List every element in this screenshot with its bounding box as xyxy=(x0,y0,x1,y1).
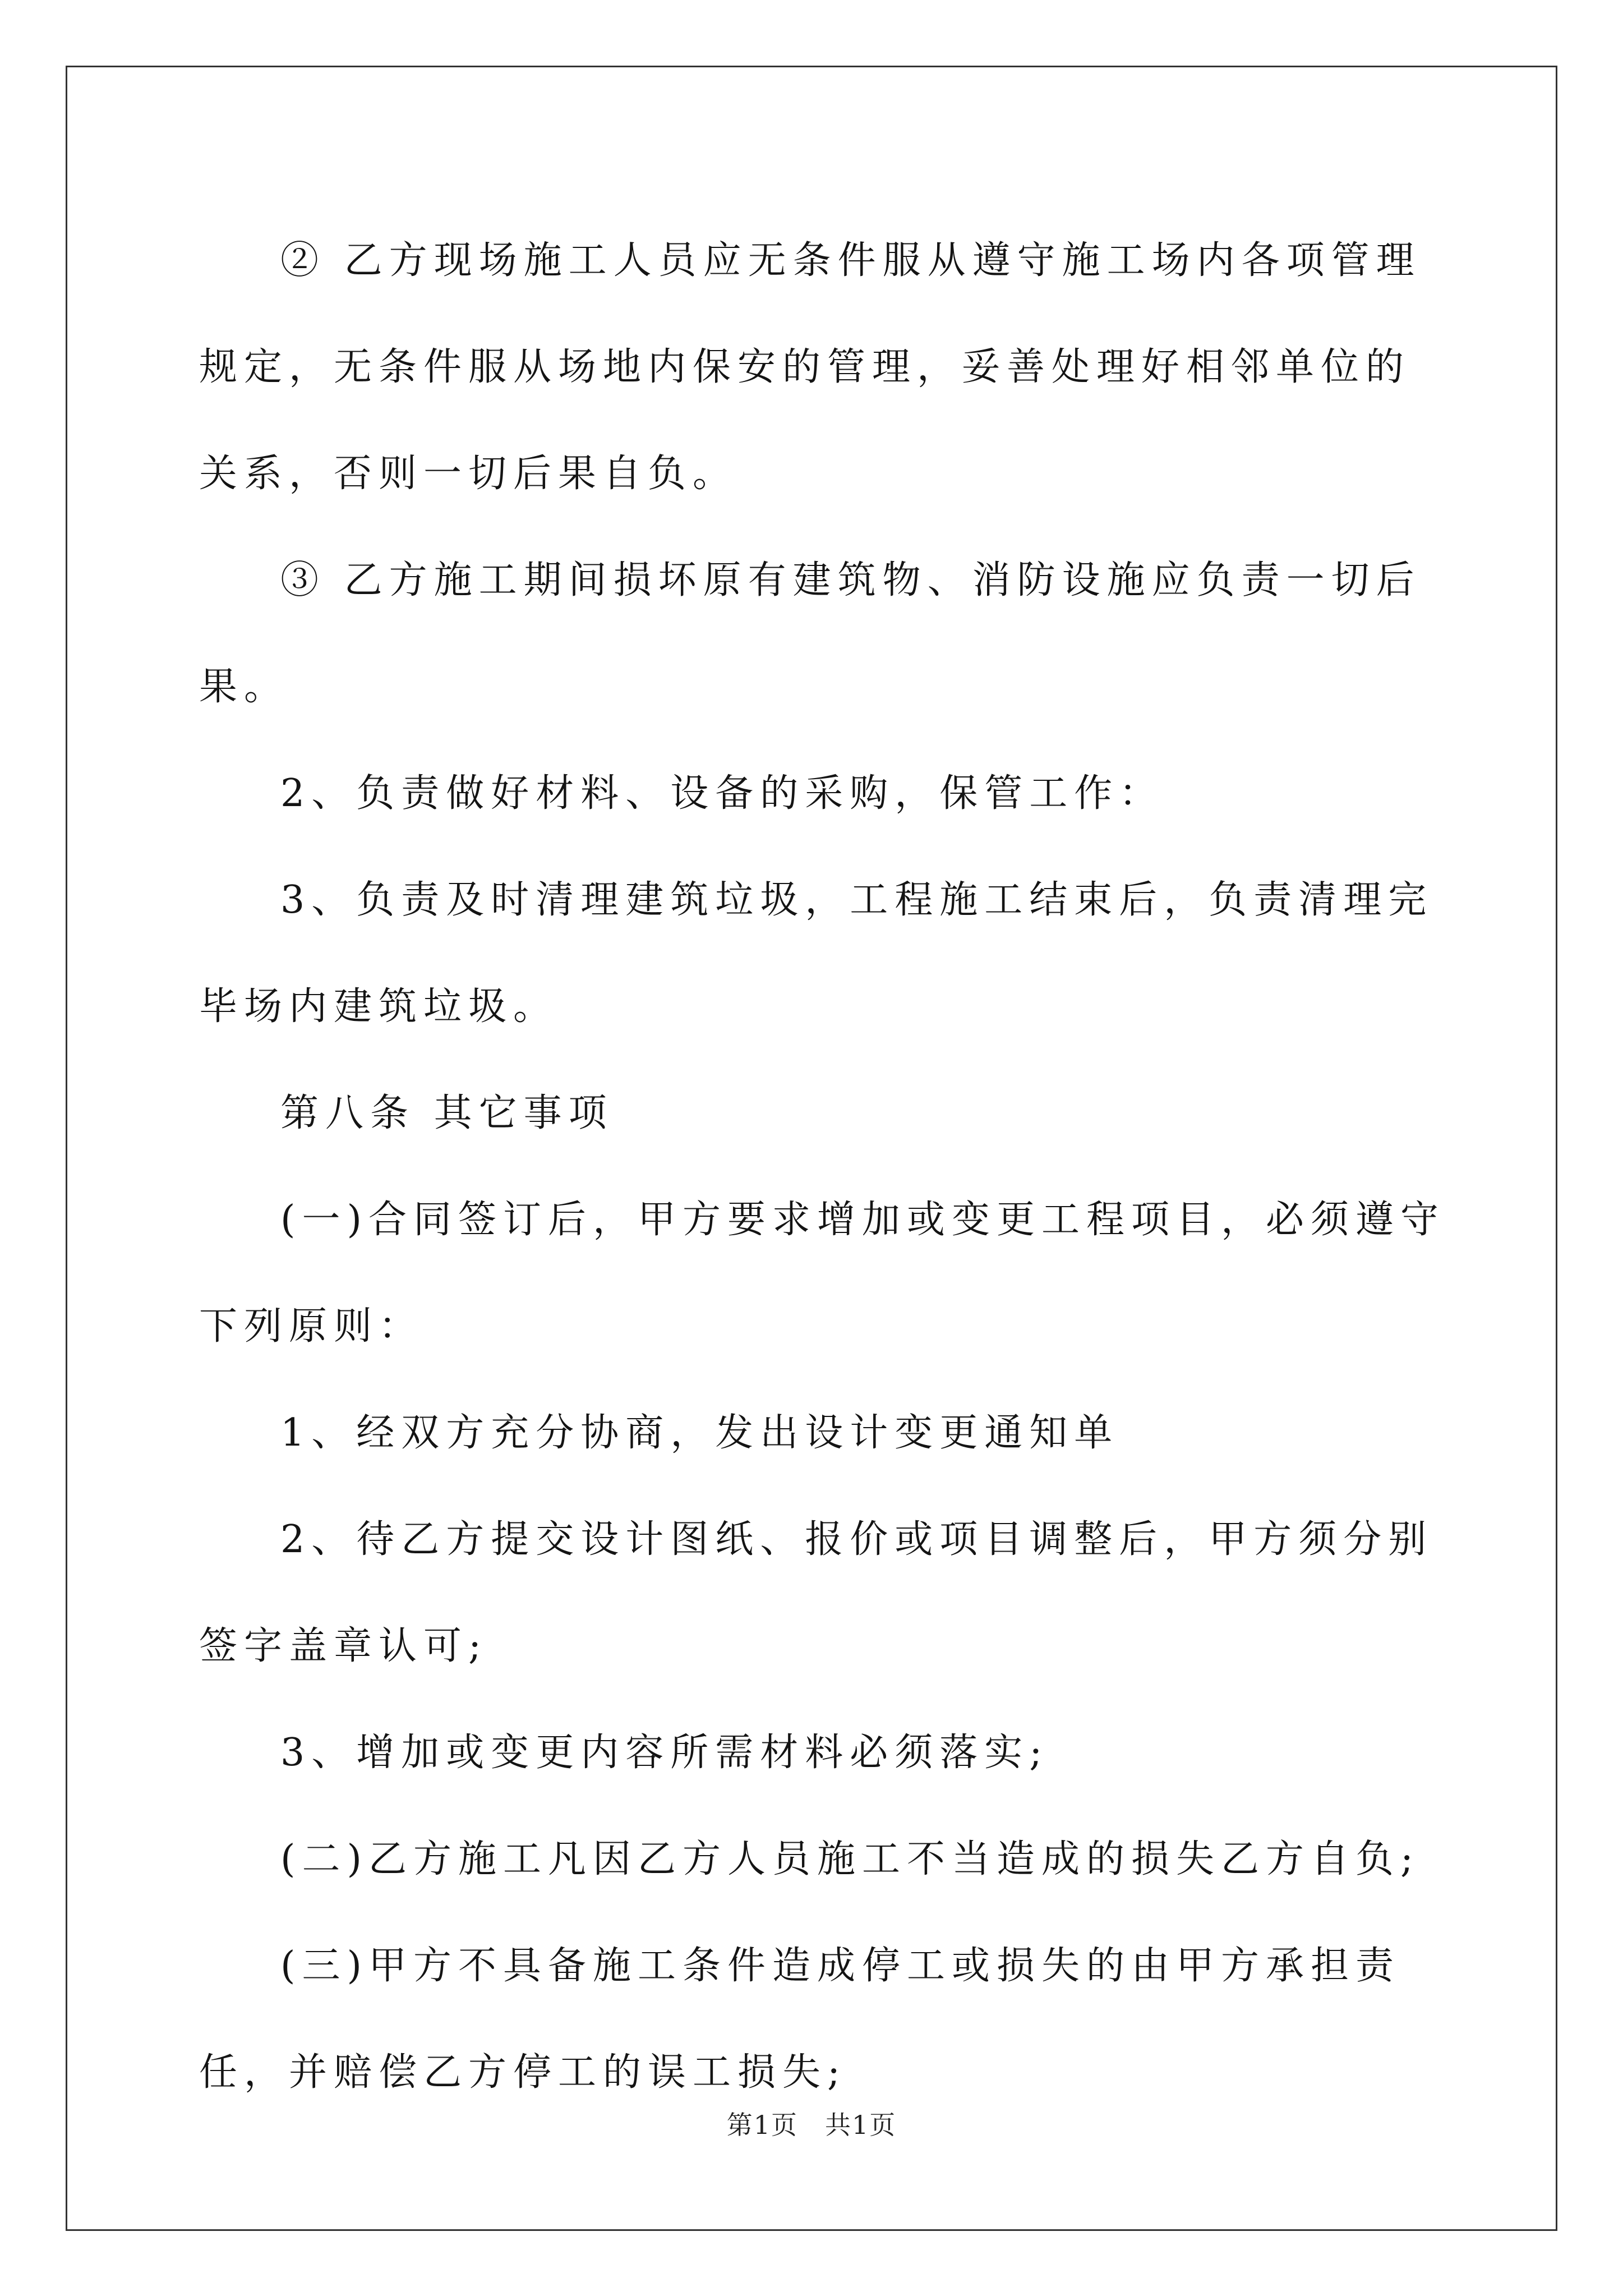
paragraph-item-2-procurement: 2、负责做好材料、设备的采购，保管工作： xyxy=(280,771,1164,816)
page-number-footer: 第1页 共1页 xyxy=(726,2110,897,2140)
paragraph-item-3-cleanup: 3、负责及时清理建筑垃圾，工程施工结束后，负责清理完毕场内建筑垃圾。 xyxy=(199,878,1433,1029)
paragraph-rule-3: 3、增加或变更内容所需材料必须落实; xyxy=(280,1731,1049,1775)
paragraph-clause-2: ② 乙方现场施工人员应无条件服从遵守施工场内各项管理规定，无条件服从场地内保安的管理，妥善处理好相邻单位的关系，否则一切后果自负。 xyxy=(199,238,1421,496)
paragraph-rule-1: 1、经双方充分协商，发出设计变更通知单 xyxy=(280,1411,1119,1455)
paragraph-rule-2: 2、待乙方提交设计图纸、报价或项目调整后，甲方须分别签字盖章认可; xyxy=(199,1517,1433,1668)
section-heading-article-8: 第八条 其它事项 xyxy=(280,1091,614,1135)
document-body xyxy=(199,208,1450,2126)
paragraph-clause-3: ③ 乙方施工期间损坏原有建筑物、消防设施应负责一切后果。 xyxy=(199,558,1421,709)
paragraph-subsection-3: (三)甲方不具备施工条件造成停工或损失的由甲方承担责任，并赔偿乙方停工的误工损失; xyxy=(199,1944,1401,2095)
paragraph-subsection-2: (二)乙方施工凡因乙方人员施工不当造成的损失乙方自负; xyxy=(280,1837,1420,1881)
paragraph-subsection-1: (一)合同签订后，甲方要求增加或变更工程项目，必须遵守下列原则： xyxy=(199,1198,1446,1349)
